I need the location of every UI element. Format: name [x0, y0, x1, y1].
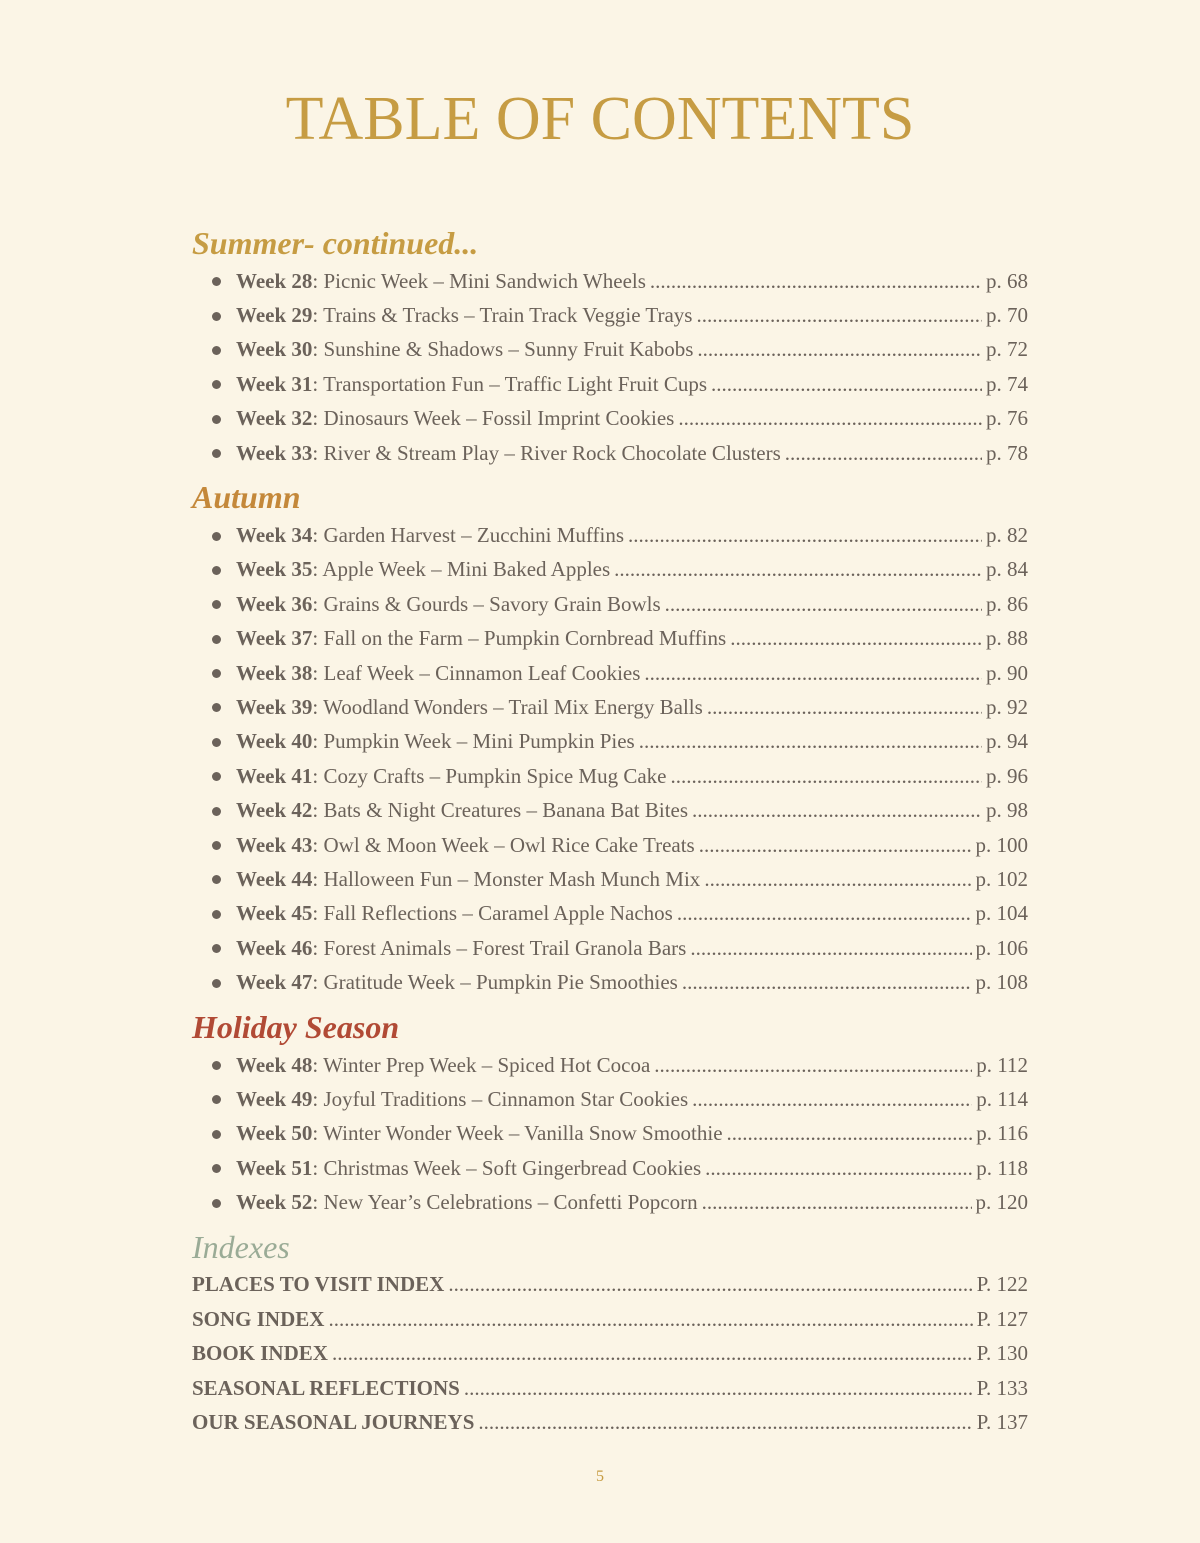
toc-entry-week-28[interactable] [192, 264, 1028, 298]
toc-entry-week-42[interactable] [192, 793, 1028, 827]
entry-title: : Fall Reflections – Caramel Apple Nachos [312, 901, 673, 926]
toc-entry-week-33[interactable] [192, 436, 1028, 470]
dot-leader [654, 1055, 972, 1076]
page-ref: p. 102 [975, 866, 1028, 891]
dot-leader [692, 800, 982, 821]
dot-leader [328, 1309, 972, 1330]
entry-title: : Forest Animals – Forest Trail Granola Bars [312, 935, 687, 960]
page-ref: p. 86 [986, 591, 1028, 616]
toc-entry-week-35[interactable] [192, 553, 1028, 587]
bullet-icon [212, 1095, 221, 1104]
bullet-icon [212, 738, 221, 747]
index-entries [192, 1268, 1028, 1440]
bullet-icon [212, 1199, 221, 1208]
entry-title: : Grains & Gourds – Savory Grain Bowls [312, 591, 661, 616]
week-label: Week 49 [236, 1086, 313, 1111]
toc-entry-week-43[interactable] [192, 828, 1028, 862]
bullet-icon [212, 277, 221, 286]
bullet-icon [212, 312, 221, 321]
toc-entry-week-49[interactable] [192, 1082, 1028, 1116]
dot-leader [464, 1378, 973, 1399]
page-ref: p. 74 [986, 371, 1028, 396]
dot-leader [704, 869, 971, 890]
page-ref: p. 82 [986, 523, 1028, 548]
page-ref: P. 130 [976, 1341, 1028, 1366]
dot-leader [690, 938, 971, 959]
index-entry-song[interactable] [192, 1302, 1028, 1336]
entry-title: : Cozy Crafts – Pumpkin Spice Mug Cake [312, 763, 667, 788]
week-label: Week 39 [236, 694, 313, 719]
dot-leader [692, 1089, 972, 1110]
index-label: BOOK INDEX [192, 1341, 328, 1366]
bullet-icon [212, 380, 221, 389]
bullet-icon [212, 875, 221, 884]
bullet-icon [212, 635, 221, 644]
entry-title: : Woodland Wonders – Trail Mix Energy Balls [312, 694, 703, 719]
entry-title: : Dinosaurs Week – Fossil Imprint Cookies [312, 406, 675, 431]
entry-title: : Sunshine & Shadows – Sunny Fruit Kabobs [312, 337, 694, 362]
page-ref: p. 76 [986, 406, 1028, 431]
section-heading-holiday: Holiday Season [192, 1008, 400, 1045]
toc-entry-week-30[interactable] [192, 333, 1028, 367]
toc-entry-week-52[interactable] [192, 1185, 1028, 1219]
entry-title: : Garden Harvest – Zucchini Muffins [312, 523, 625, 548]
holiday-entries [192, 1048, 1028, 1220]
bullet-icon [212, 532, 221, 541]
page-ref: P. 133 [976, 1375, 1028, 1400]
page-ref: p. 94 [986, 729, 1028, 754]
week-label: Week 29 [236, 303, 313, 328]
bullet-icon [212, 415, 221, 424]
week-label: Week 37 [236, 626, 313, 651]
entry-title: : Transportation Fun – Traffic Light Fruit Cups [312, 371, 708, 396]
page-ref: P. 137 [976, 1410, 1028, 1435]
dot-leader [677, 903, 972, 924]
dot-leader [697, 339, 982, 360]
week-label: Week 43 [236, 832, 313, 857]
week-label: Week 52 [236, 1190, 313, 1215]
toc-entry-week-46[interactable] [192, 931, 1028, 965]
toc-entry-week-39[interactable] [192, 690, 1028, 724]
entry-title: : Winter Prep Week – Spiced Hot Cocoa [312, 1052, 651, 1077]
dot-leader [702, 1192, 972, 1213]
week-label: Week 42 [236, 798, 313, 823]
week-label: Week 47 [236, 970, 313, 995]
dot-leader [478, 1412, 972, 1433]
week-label: Week 50 [236, 1121, 313, 1146]
entry-title: : Pumpkin Week – Mini Pumpkin Pies [312, 729, 635, 754]
bullet-icon [212, 979, 221, 988]
bullet-icon [212, 1164, 221, 1173]
page-ref: p. 72 [986, 337, 1028, 362]
bullet-icon [212, 841, 221, 850]
toc-entry-week-31[interactable] [192, 367, 1028, 401]
page-ref: p. 108 [975, 970, 1028, 995]
entry-title: : Apple Week – Mini Baked Apples [312, 557, 611, 582]
index-entry-places[interactable] [192, 1268, 1028, 1302]
week-label: Week 28 [236, 268, 313, 293]
entry-title: : Winter Wonder Week – Vanilla Snow Smoothie [312, 1121, 723, 1146]
week-label: Week 34 [236, 523, 313, 548]
week-label: Week 30 [236, 337, 313, 362]
page-ref: p. 112 [976, 1052, 1028, 1077]
dot-leader [785, 443, 982, 464]
week-label: Week 32 [236, 406, 313, 431]
week-label: Week 40 [236, 729, 313, 754]
toc-content [192, 222, 1028, 1440]
entry-title: : Joyful Traditions – Cinnamon Star Cookies [312, 1086, 689, 1111]
dot-leader [332, 1343, 973, 1364]
dot-leader [699, 835, 972, 856]
section-heading-summer: Summer- continued... [192, 225, 479, 261]
entry-title: : River & Stream Play – River Rock Chocolate Clusters [312, 440, 781, 465]
dot-leader [665, 594, 982, 615]
dot-leader [682, 972, 972, 993]
toc-entry-week-37[interactable] [192, 622, 1028, 656]
dot-leader [707, 697, 982, 718]
dot-leader [670, 766, 982, 787]
dot-leader [705, 1158, 972, 1179]
index-label: SONG INDEX [192, 1306, 325, 1331]
dot-leader [448, 1274, 972, 1295]
bullet-icon [212, 566, 221, 575]
dot-leader [678, 408, 982, 429]
bullet-icon [212, 600, 221, 609]
toc-entry-week-45[interactable] [192, 897, 1028, 931]
bullet-icon [212, 944, 221, 953]
dot-leader [711, 374, 982, 395]
dot-leader [639, 731, 982, 752]
toc-entry-week-36[interactable] [192, 587, 1028, 621]
dot-leader [644, 663, 982, 684]
page-ref: p. 96 [986, 763, 1028, 788]
week-label: Week 36 [236, 591, 313, 616]
bullet-icon [212, 346, 221, 355]
week-label: Week 38 [236, 660, 313, 685]
page-title: TABLE OF CONTENTS [285, 85, 915, 153]
entry-title: : Gratitude Week – Pumpkin Pie Smoothies [312, 970, 678, 995]
bullet-icon [212, 703, 221, 712]
entry-title: : Halloween Fun – Monster Mash Munch Mix [312, 866, 701, 891]
dot-leader [614, 559, 982, 580]
page-ref: p. 100 [975, 832, 1028, 857]
page-ref: p. 116 [976, 1121, 1028, 1146]
entry-title: : Picnic Week – Mini Sandwich Wheels [312, 268, 646, 293]
toc-entry-week-50[interactable] [192, 1117, 1028, 1151]
week-label: Week 51 [236, 1155, 313, 1180]
bullet-icon [212, 910, 221, 919]
page-ref: P. 127 [976, 1306, 1028, 1331]
entry-title: : Trains & Tracks – Train Track Veggie Trays [312, 303, 693, 328]
page-number: 5 [596, 1468, 604, 1485]
index-entry-journeys[interactable] [192, 1405, 1028, 1439]
summer-entries [192, 264, 1028, 470]
page-ref: p. 92 [986, 694, 1028, 719]
entry-title: : Owl & Moon Week – Owl Rice Cake Treats [312, 832, 695, 857]
bullet-icon [212, 807, 221, 816]
page-ref: p. 84 [986, 557, 1028, 582]
bullet-icon [212, 772, 221, 781]
entry-title: : Fall on the Farm – Pumpkin Cornbread Muffins [312, 626, 727, 651]
index-label: SEASONAL REFLECTIONS [192, 1375, 460, 1400]
index-entry-reflections[interactable] [192, 1371, 1028, 1405]
section-heading-indexes: Indexes [192, 1228, 290, 1265]
toc-entry-week-51[interactable] [192, 1151, 1028, 1185]
index-label: PLACES TO VISIT INDEX [192, 1272, 445, 1297]
section-heading-autumn: Autumn [192, 479, 301, 516]
index-entry-book[interactable] [192, 1337, 1028, 1371]
week-label: Week 35 [236, 557, 313, 582]
page-ref: p. 120 [975, 1190, 1028, 1215]
week-label: Week 41 [236, 763, 313, 788]
week-label: Week 46 [236, 935, 313, 960]
toc-entry-week-44[interactable] [192, 862, 1028, 896]
bullet-icon [212, 1130, 221, 1139]
week-label: Week 45 [236, 901, 313, 926]
dot-leader [727, 1123, 973, 1144]
page-ref: p. 106 [975, 935, 1028, 960]
toc-entry-week-34[interactable] [192, 518, 1028, 552]
page-ref: P. 122 [976, 1272, 1028, 1297]
toc-entry-week-41[interactable] [192, 759, 1028, 793]
week-label: Week 48 [236, 1052, 313, 1077]
autumn-entries [192, 518, 1028, 999]
dot-leader [650, 271, 982, 292]
week-label: Week 31 [236, 371, 313, 396]
page-ref: p. 78 [986, 440, 1028, 465]
dot-leader [628, 525, 982, 546]
toc-entry-week-32[interactable] [192, 402, 1028, 436]
entry-title: : Bats & Night Creatures – Banana Bat Bites [312, 798, 689, 823]
entry-title: : Christmas Week – Soft Gingerbread Cookies [312, 1155, 702, 1180]
entry-title: : New Year’s Celebrations – Confetti Popcorn [312, 1190, 698, 1215]
toc-entry-week-29[interactable] [192, 298, 1028, 332]
toc-entry-week-38[interactable] [192, 656, 1028, 690]
page-ref: p. 104 [975, 901, 1028, 926]
page-ref: p. 98 [986, 798, 1028, 823]
dot-leader [696, 305, 982, 326]
bullet-icon [212, 1061, 221, 1070]
bullet-icon [212, 669, 221, 678]
page-ref: p. 88 [986, 626, 1028, 651]
page-ref: p. 90 [986, 660, 1028, 685]
week-label: Week 33 [236, 440, 313, 465]
page-ref: p. 70 [986, 303, 1028, 328]
dot-leader [730, 628, 982, 649]
toc-entry-week-48[interactable] [192, 1048, 1028, 1082]
toc-entry-week-47[interactable] [192, 965, 1028, 999]
week-label: Week 44 [236, 866, 313, 891]
page-ref: p. 118 [976, 1155, 1028, 1180]
page-ref: p. 68 [986, 268, 1028, 293]
toc-entry-week-40[interactable] [192, 725, 1028, 759]
entry-title: : Leaf Week – Cinnamon Leaf Cookies [312, 660, 641, 685]
bullet-icon [212, 449, 221, 458]
page-ref: p. 114 [976, 1086, 1028, 1111]
index-label: OUR SEASONAL JOURNEYS [192, 1410, 475, 1435]
